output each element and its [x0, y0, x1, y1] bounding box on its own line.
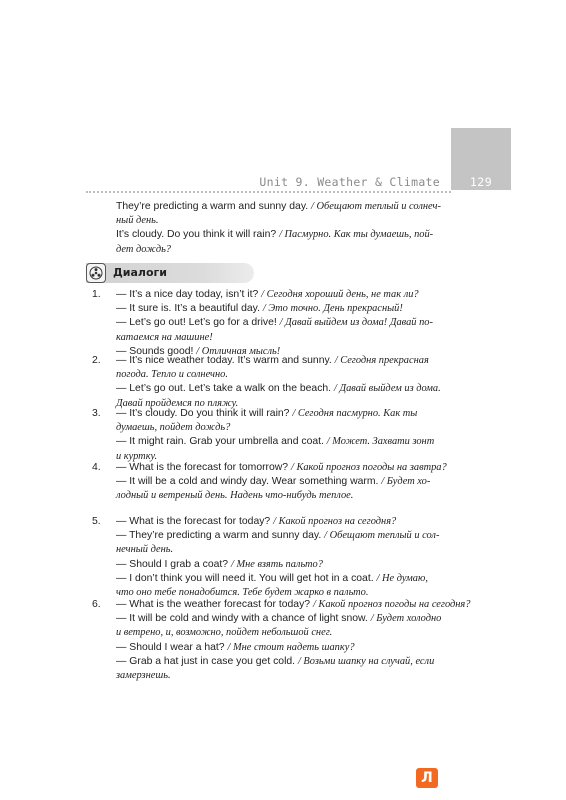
dialogue-line: [116, 354, 429, 367]
dialogue-line: [116, 598, 470, 611]
english-phrase: — I don’t think you will need it. You will get hot in a coat.: [116, 572, 377, 584]
dialogue-line: [116, 543, 173, 556]
russian-translation: и ветрено, и, возможно, пойдет небольшой снег.: [116, 627, 333, 639]
intro-line: [116, 243, 171, 256]
dialogue-line: [116, 331, 213, 344]
russian-translation: / Отличная мысль!: [196, 345, 281, 357]
russian-translation: / Какой прогноз на сегодня?: [273, 516, 397, 527]
russian-translation: / Сегодня хороший день, не так ли?: [261, 289, 419, 300]
intro-line: [116, 214, 158, 227]
dialogue-icon: [86, 263, 106, 283]
russian-translation: лодный и ветреный день. Надень что-нибудь теплое.: [116, 490, 354, 502]
russian-translation: / Сегодня пасмурно. Как ты: [292, 408, 418, 419]
russian-translation: / Обещают теплый и сол-: [324, 530, 440, 542]
dialogue-number: 2.: [92, 355, 101, 366]
english-phrase: — Grab a hat just in case you get cold.: [116, 655, 298, 667]
english-phrase: — They’re predicting a warm and sunny day.: [116, 530, 325, 542]
dialogue-line: [116, 368, 228, 381]
russian-translation: / Будет хо-: [381, 476, 431, 488]
russian-translation: / Это точно. День прекрасный!: [262, 303, 403, 315]
dialogue-line: [116, 669, 171, 682]
russian-translation: дет дождь?: [116, 243, 171, 255]
dialogue-line: [116, 572, 428, 585]
dialogue-number: 4.: [92, 462, 101, 473]
russian-translation: / Давай выйдем из дома.: [333, 383, 441, 395]
dialogue-line: [116, 382, 441, 395]
russian-translation: / Мне взять пальто?: [230, 558, 323, 570]
dialogue-line: [116, 288, 419, 301]
russian-translation: нечный день.: [116, 544, 174, 556]
english-phrase: — It’s a nice day today, isn’t it?: [116, 289, 262, 300]
english-phrase: They’re predicting a warm and sunny day.: [116, 201, 312, 212]
dialogue-number: 5.: [92, 516, 101, 527]
page-number: 129: [469, 175, 493, 189]
dialogue-line: [116, 612, 441, 625]
russian-translation: / Будет холодно: [370, 613, 442, 625]
russian-translation: / Обещают теплый и солнеч-: [311, 201, 441, 212]
dialogue-line: [116, 641, 355, 654]
english-phrase: — What is the forecast for today?: [116, 516, 274, 527]
dialogue-line: [116, 655, 434, 668]
english-phrase: — Should I grab a coat?: [116, 558, 231, 570]
russian-translation: / Не думаю,: [376, 572, 428, 584]
dialogue-line: [116, 435, 434, 448]
english-phrase: — It might rain. Grab your umbrella and coat.: [116, 436, 327, 448]
section-header-bar: [86, 263, 254, 283]
english-phrase: — It’s cloudy. Do you think it will rain?: [116, 408, 293, 419]
english-phrase: — Should I wear a hat?: [116, 641, 228, 653]
dialogue-line: [116, 421, 230, 434]
russian-translation: / Мне стоит надеть шапку?: [227, 641, 355, 653]
dialogue-line: [116, 515, 396, 528]
english-phrase: — It sure is. It’s a beautiful day.: [116, 303, 263, 315]
english-phrase: — It will be cold and windy with a chance of light snow.: [116, 613, 371, 625]
russian-translation: / Сегодня прекрасная: [334, 355, 429, 366]
english-phrase: — Sounds good!: [116, 345, 197, 357]
dialogue-number: 6.: [92, 599, 101, 610]
russian-translation: замерзнешь.: [116, 670, 171, 681]
russian-translation: / Может. Захвати зонт: [326, 436, 435, 448]
publisher-logo: Л: [416, 768, 438, 788]
header-divider: [86, 191, 451, 193]
dialogue-line: [116, 489, 353, 502]
russian-translation: / Возьми шапку на случай, если: [297, 655, 435, 667]
russian-translation: / Давай выйдем из дома! Давай по-: [279, 317, 433, 329]
dialogue-line: [116, 529, 439, 542]
english-phrase: — Let’s go out. Let’s take a walk on the beach.: [116, 383, 334, 395]
russian-translation: что оно тебе понадобится. Тебе будет жарко в пальто.: [116, 587, 369, 598]
english-phrase: — Let’s go out! Let’s go for a drive!: [116, 317, 280, 329]
english-phrase: — It will be a cold and windy day. Wear something warm.: [116, 476, 382, 488]
dialogue-line: [116, 626, 332, 639]
dialogue-number: 3.: [92, 408, 101, 419]
dialogue-line: [116, 475, 430, 488]
dialogue-line: [116, 316, 433, 329]
dialogue-line: [116, 461, 447, 474]
intro-line: [116, 228, 433, 241]
russian-translation: ный день.: [116, 215, 159, 227]
english-phrase: — What is the forecast for tomorrow?: [116, 462, 291, 473]
dialogue-line: [116, 302, 403, 315]
english-phrase: — What is the weather forecast for today?: [116, 599, 313, 610]
russian-translation: / Какой прогноз погоды на сегодня?: [312, 599, 471, 610]
english-phrase: It’s cloudy. Do you think it will rain?: [116, 229, 280, 241]
unit-title: Unit 9. Weather & Climate: [259, 175, 440, 189]
intro-line: [116, 200, 441, 213]
russian-translation: / Пасмурно. Как ты думаешь, пой-: [279, 229, 434, 241]
dialogue-number: 1.: [92, 289, 101, 300]
russian-translation: думаешь, пойдет дождь?: [116, 422, 231, 434]
russian-translation: Давай пройдемся по пляжу.: [116, 397, 239, 409]
dialogue-line: [116, 558, 323, 571]
dialogue-line: [116, 407, 417, 420]
russian-translation: погода. Тепло и солнечно.: [116, 369, 228, 381]
section-title: Диалоги: [113, 266, 167, 279]
english-phrase: — It’s nice weather today. It’s warm and sunny.: [116, 355, 335, 366]
russian-translation: катаемся на машине!: [116, 331, 213, 343]
russian-translation: и куртку.: [116, 450, 158, 462]
russian-translation: / Какой прогноз погоды на завтра?: [290, 462, 447, 473]
